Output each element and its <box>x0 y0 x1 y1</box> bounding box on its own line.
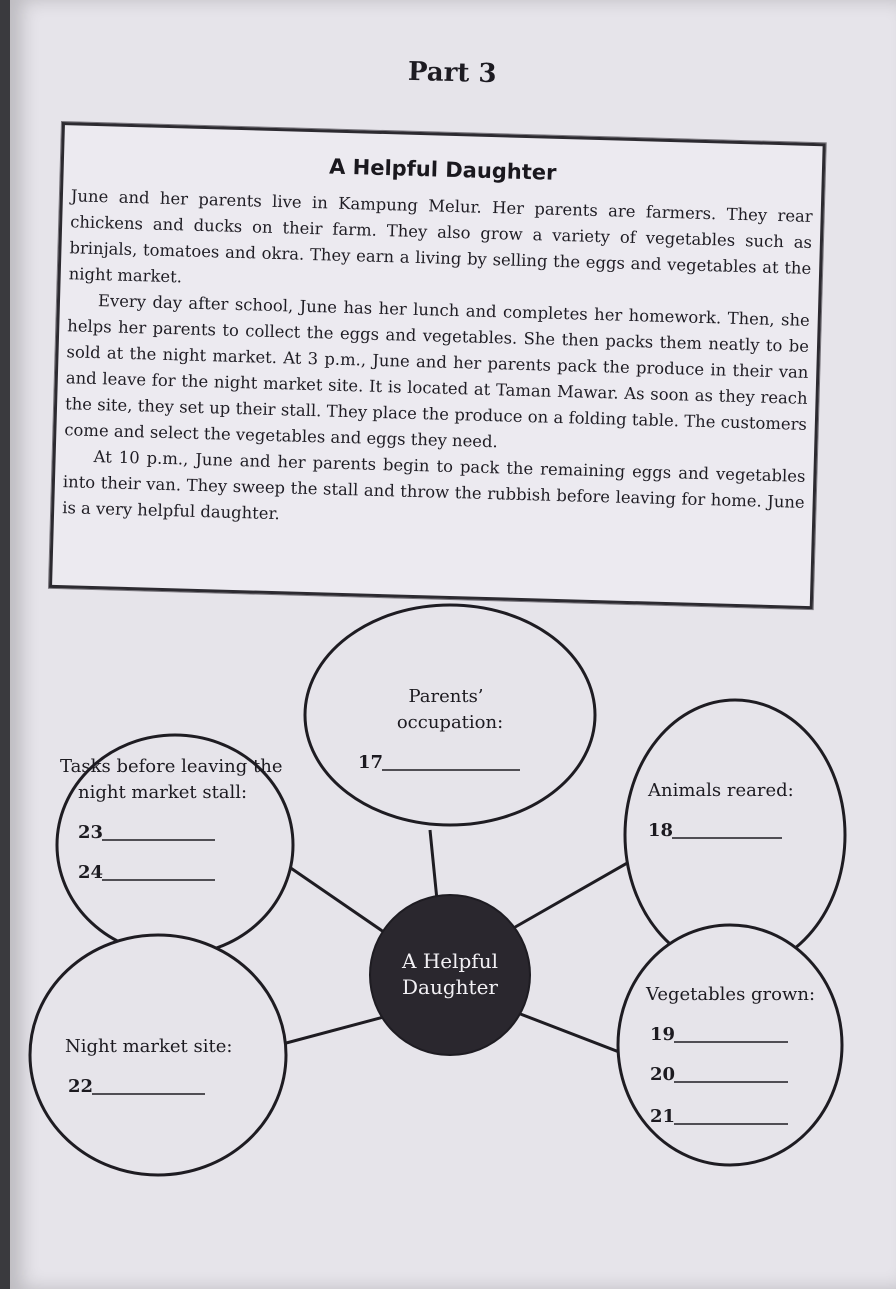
parents-label-line2: occupation: <box>396 712 504 733</box>
story-paragraph-2: Every day after school, June has her lunch and completes her homework. Then, she helps her parents to collect the eggs and vegetables. She then packs them neatly to be sold at the night market. At 3 p.m., June and her parents pack the produce in their van and leave for the night market site. It is located at Taman Mawar. As soon as they reach the site, they set up their stall. They place the produce on a folding table. The customers come and select the vegetables and eggs they need. <box>64 291 811 452</box>
vegetables-label: Vegetables grown: <box>646 984 816 1005</box>
story-text <box>62 183 813 542</box>
vegetables-bubble <box>618 925 842 1165</box>
center-title-line1: A Helpful <box>402 949 498 973</box>
parents-label-line1: Parents’ <box>408 686 484 707</box>
question-19-number: 19 <box>650 1024 676 1045</box>
tasks-label-line1: Tasks before leaving the <box>60 756 283 777</box>
animals-label: Animals reared: <box>648 780 794 801</box>
site-label: Night market site: <box>65 1036 233 1057</box>
part-title: Part 3 <box>407 56 497 90</box>
worksheet-page <box>10 0 896 1289</box>
question-17-number: 17 <box>358 752 384 773</box>
question-20-number: 20 <box>650 1064 676 1085</box>
center-title-line2: Daughter <box>402 975 498 999</box>
question-23-number: 23 <box>78 822 104 843</box>
question-24-number: 24 <box>78 862 104 883</box>
question-18-number: 18 <box>648 820 674 841</box>
story-title: A Helpful Daughter <box>328 154 557 185</box>
question-22-number: 22 <box>68 1076 94 1097</box>
story-box <box>49 122 826 609</box>
question-21-number: 21 <box>650 1106 676 1127</box>
story-paragraph-1: June and her parents live in Kampung Melur. Her parents are farmers. They rear chickens and ducks on their farm. They also grow a variety of vegetables such as brinjals, tomatoes and okra. They earn a living by selling the eggs and vegetables at the night market. <box>68 186 813 287</box>
tasks-label-line2: night market stall: <box>78 782 248 803</box>
mind-map-diagram <box>10 600 896 1180</box>
story-paragraph-3: At 10 p.m., June and her parents begin to pack the remaining eggs and vegetables into their van. They sweep the stall and throw the rubbish before leaving for home. June is a very helpful daughter. <box>61 447 806 524</box>
